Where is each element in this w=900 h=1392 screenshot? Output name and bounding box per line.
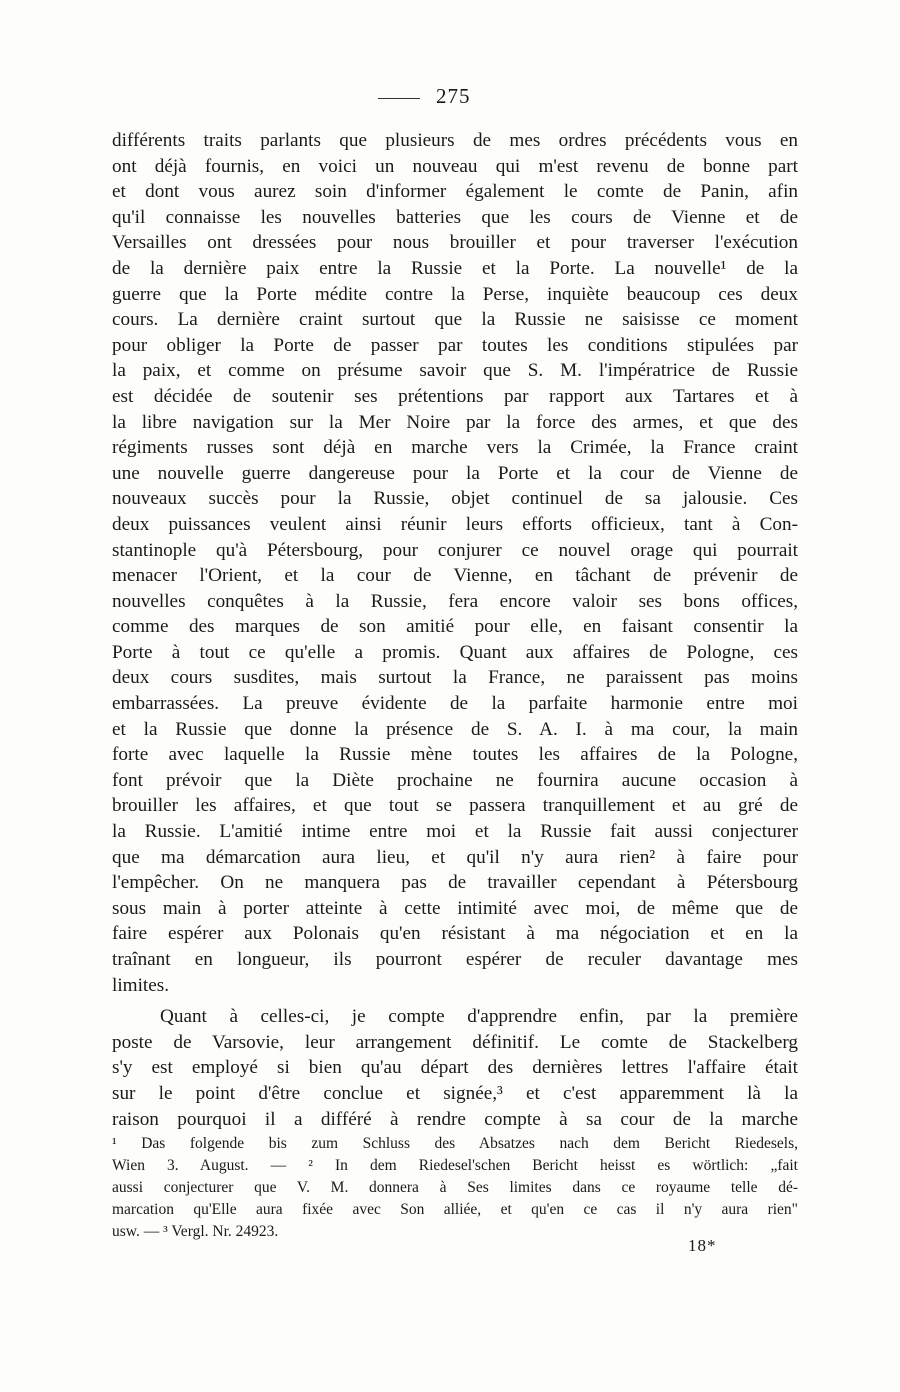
text-line: Quant à celles-ci, je compte d'apprendre enfin, par la première xyxy=(160,1006,798,1028)
footnotes xyxy=(112,1133,798,1243)
text-line: comme des marques de son amitié pour elle, en faisant consentir la xyxy=(112,616,798,638)
header-rule xyxy=(378,98,420,99)
text-line: brouiller les affaires, et que tout se passera tranquillement et au gré de xyxy=(112,795,798,817)
text-line: la Russie. L'amitié intime entre moi et la Russie fait aussi conjecturer xyxy=(112,821,798,843)
page-number: 275 xyxy=(436,84,471,108)
text-line: embarrassées. La preuve évidente de la parfaite harmonie entre moi xyxy=(112,693,798,715)
text-line: nouvelles conquêtes à la Russie, fera encore valoir ses bons offices, xyxy=(112,590,798,612)
page-header xyxy=(0,84,900,114)
paragraph-2 xyxy=(112,1004,798,1132)
text-line: Versailles ont dressées pour nous brouiller et pour traverser l'exécution xyxy=(112,232,798,254)
text-line: ont déjà fournis, en voici un nouveau qui m'est revenu de bonne part xyxy=(112,155,798,177)
text-line: s'y est employé si bien qu'au départ des dernières lettres l'affaire était xyxy=(112,1057,798,1079)
text-line: traînant en longueur, ils pourront espérer de reculer davantage mes xyxy=(112,949,798,970)
text-line: sur le point d'être conclue et signée,³ et c'est apparemment là la xyxy=(112,1082,798,1104)
text-line: guerre que la Porte médite contre la Perse, inquiète beaucoup ces deux xyxy=(112,283,798,305)
text-line: raison pourquoi il a différé à rendre compte à sa cour de la marche xyxy=(112,1108,798,1130)
footnote-line: marcation qu'Elle aura fixée avec Son alliée, et qu'en ce cas il n'y aura rien" xyxy=(112,1201,798,1218)
text-line: sous main à porter atteinte à cette intimité avec moi, de même que de xyxy=(112,897,798,919)
text-line: font prévoir que la Diète prochaine ne fournira aucune occasion à xyxy=(112,769,798,791)
text-line: et la Russie que donne la présence de S. A. I. à ma cour, la main xyxy=(112,718,798,740)
text-line: limites. xyxy=(112,974,170,996)
footnote-line: ¹ Das folgende bis zum Schluss des Absatzes nach dem Bericht Riedesels, xyxy=(112,1135,798,1152)
main-text xyxy=(112,128,798,1132)
text-line: est décidée de soutenir ses prétentions par rapport aux Tartares et à xyxy=(112,385,798,407)
text-line: faire espérer aux Polonais qu'en résistant à ma négociation et en la xyxy=(112,923,798,945)
text-line: stantinople qu'à Pétersbourg, pour conjurer ce nouvel orage qui pourrait xyxy=(112,539,798,561)
text-line: régiments russes sont déjà en marche vers la Crimée, la France craint xyxy=(112,437,798,459)
text-line: de la dernière paix entre la Russie et la Porte. La nouvelle¹ de la xyxy=(112,257,798,279)
footnote-line: Wien 3. August. — ² In dem Riedesel'schen Bericht heisst es wörtlich: „fait xyxy=(112,1157,798,1174)
text-line: une nouvelle guerre dangereuse pour la Porte et la cour de Vienne de xyxy=(112,462,798,484)
text-line: menacer l'Orient, et la cour de Vienne, en tâchant de prévenir de xyxy=(112,565,798,587)
text-line: deux puissances veulent ainsi réunir leurs efforts officieux, tant à Con- xyxy=(112,513,798,535)
text-line: la libre navigation sur la Mer Noire par la force des armes, et que des xyxy=(112,411,798,433)
text-line: différents traits parlants que plusieurs de mes ordres précédents vous en xyxy=(112,130,798,151)
text-line: cours. La dernière craint surtout que la Russie ne saisisse ce moment xyxy=(112,309,798,331)
text-line: pour obliger la Porte de passer par toutes les conditions stipulées par xyxy=(112,334,798,356)
text-line: que ma démarcation aura lieu, et qu'il n'y aura rien² à faire pour xyxy=(112,846,798,868)
text-line: l'empêcher. On ne manquera pas de travailler cependant à Pétersbourg xyxy=(112,872,798,894)
text-line: deux cours susdites, mais surtout la France, ne paraissent pas moins xyxy=(112,667,798,689)
footnote-line: aussi conjecturer que V. M. donnera à Ses limites dans ce royaume telle dé- xyxy=(112,1179,798,1196)
text-line: poste de Varsovie, leur arrangement définitif. Le comte de Stackelberg xyxy=(112,1031,798,1053)
text-line: qu'il connaisse les nouvelles batteries que les cours de Vienne et de xyxy=(112,206,798,228)
text-line: nouveaux succès pour la Russie, objet continuel de sa jalousie. Ces xyxy=(112,488,798,510)
text-line: forte avec laquelle la Russie mène toutes les affaires de la Pologne, xyxy=(112,744,798,766)
signature-mark: 18* xyxy=(688,1236,717,1255)
text-line: et dont vous aurez soin d'informer également le comte de Panin, afin xyxy=(112,181,798,203)
text-line: la paix, et comme on présume savoir que S. M. l'impératrice de Russie xyxy=(112,360,798,382)
paragraph-1 xyxy=(112,128,798,998)
footnote-line: usw. — ³ Vergl. Nr. 24923. xyxy=(112,1223,279,1240)
text-line: Porte à tout ce qu'elle a promis. Quant aux affaires de Pologne, ces xyxy=(112,641,798,663)
